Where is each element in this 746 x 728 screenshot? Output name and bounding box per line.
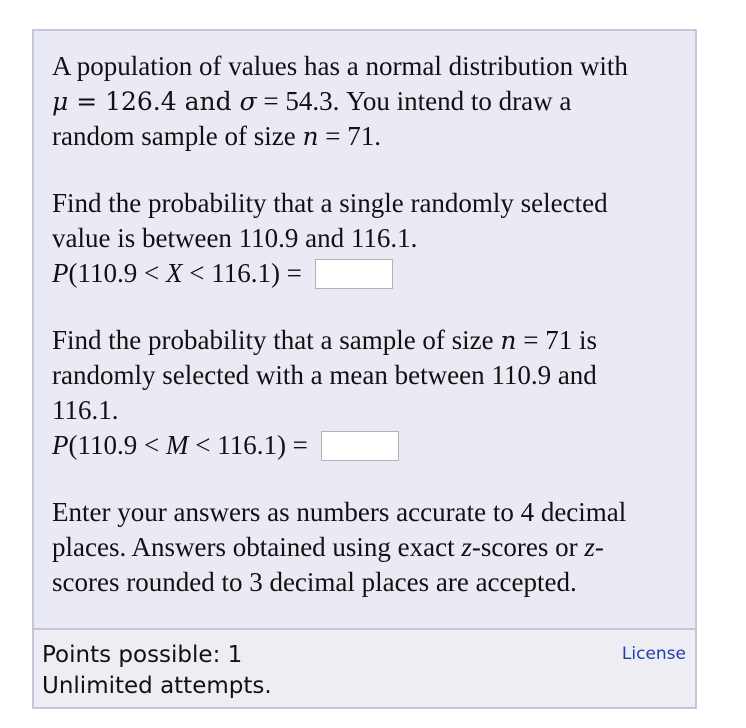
part2-prob-var: M — [165, 430, 189, 460]
part2-probability-expression — [52, 430, 308, 460]
instructions-line-2c: - — [594, 532, 604, 562]
part2-paragraph — [52, 323, 677, 463]
instructions-line-1: Enter your answers as numbers accurate to 4 decimal — [52, 497, 627, 527]
license-link[interactable]: License — [621, 644, 686, 664]
intro-paragraph — [52, 49, 677, 154]
question-body — [34, 31, 695, 630]
mu-symbol: μ — [52, 87, 69, 116]
intro-line-1: A population of values has a normal distribution with — [52, 51, 628, 81]
part1-prob-mid1: (110.9 < — [68, 258, 166, 288]
part1-probability-expression — [52, 258, 302, 288]
intro-eq-2: = 54.3. You intend to draw a — [256, 86, 572, 116]
points-possible: Points possible: 1 — [42, 642, 243, 668]
intro-line-3b: = 71. — [318, 121, 382, 151]
instructions-line-2b: -scores or — [471, 532, 585, 562]
part1-prob-P: P — [52, 258, 69, 288]
part2-prob-mid2: < 116.1) = — [188, 430, 308, 460]
part1-answer-input[interactable] — [315, 259, 393, 289]
instructions-line-3: scores rounded to 3 decimal places are accepted. — [52, 567, 577, 597]
part2-line-3: 116.1. — [52, 395, 119, 425]
part2-n-symbol: n — [500, 326, 517, 355]
part1-line-2: value is between 110.9 and 116.1. — [52, 223, 418, 253]
part2-prob-mid1: (110.9 < — [68, 430, 166, 460]
instructions-line-2a: places. Answers obtained using exact — [52, 532, 462, 562]
part1-line-1: Find the probability that a single randomly selected — [52, 188, 608, 218]
question-footer — [34, 630, 695, 707]
z-symbol-1: z — [461, 532, 472, 562]
intro-eq-1: = 126.4 and — [68, 87, 240, 116]
part2-line-1b: = 71 is — [516, 325, 598, 355]
part1-prob-var: X — [165, 258, 183, 288]
z-symbol-2: z — [584, 532, 595, 562]
part1-paragraph — [52, 186, 677, 291]
question-card — [32, 29, 697, 709]
part2-line-1a: Find the probability that a sample of size — [52, 325, 501, 355]
instructions-paragraph — [52, 495, 677, 600]
part1-prob-mid2: < 116.1) = — [182, 258, 302, 288]
intro-line-3a: random sample of size — [52, 121, 303, 151]
sigma-symbol: σ — [239, 87, 257, 116]
attempts-info: Unlimited attempts. — [42, 673, 272, 699]
part2-answer-input[interactable] — [321, 431, 399, 461]
part2-line-2: randomly selected with a mean between 110.9 and — [52, 360, 597, 390]
n-symbol: n — [302, 122, 319, 151]
part2-prob-P: P — [52, 430, 69, 460]
